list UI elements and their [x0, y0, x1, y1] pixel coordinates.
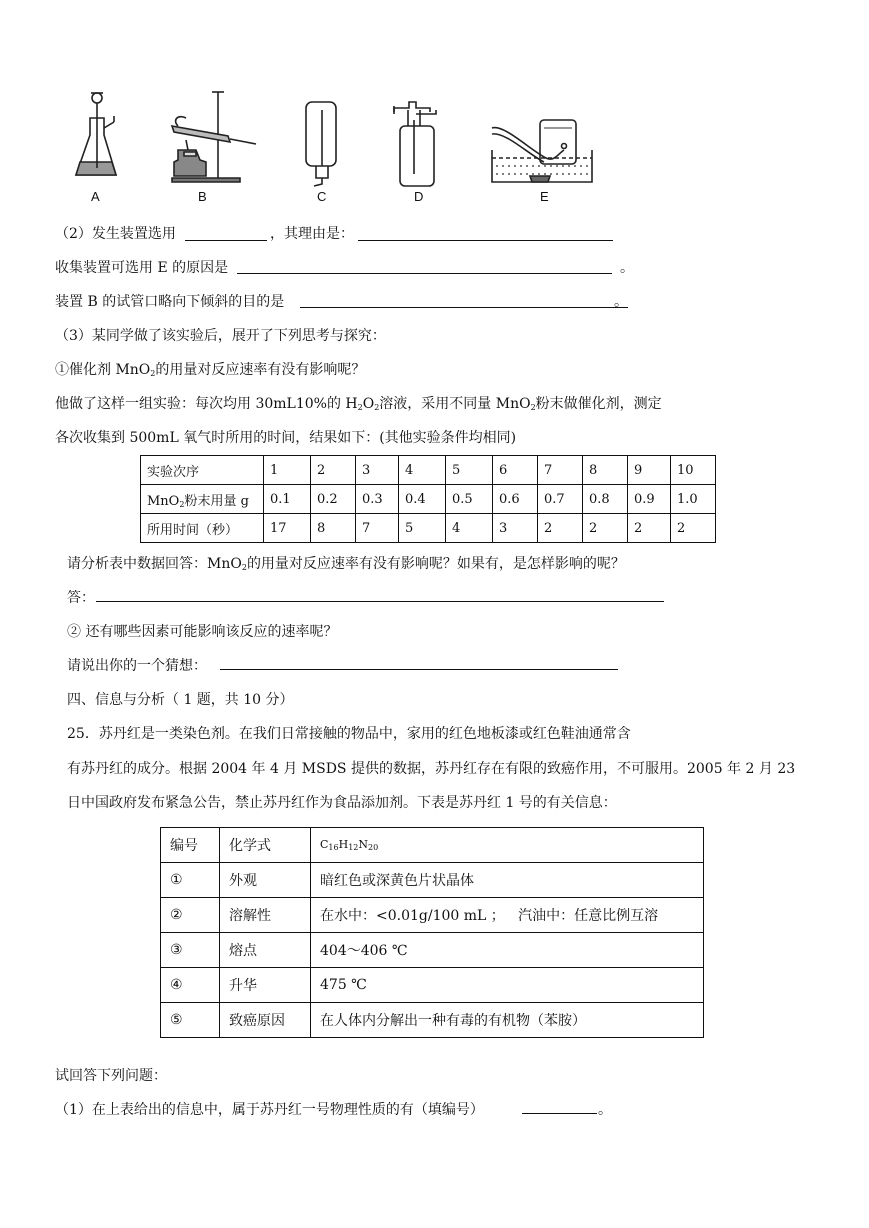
- formula-value: $C_{16}H_{12}N_{20}$: [311, 828, 704, 863]
- q2-blank-device[interactable]: [185, 240, 267, 241]
- table-row: [161, 933, 704, 968]
- order-cell: 2: [311, 456, 356, 485]
- time-cell: 5: [399, 514, 446, 543]
- experiment-table: [140, 455, 716, 543]
- apparatus-e-trough: [492, 120, 592, 182]
- order-cell: 9: [628, 456, 671, 485]
- table-row: [141, 485, 716, 514]
- table-row: [161, 898, 704, 933]
- questions-intro: 试回答下列问题：: [55, 1068, 167, 1084]
- apparatus-a-flask: [76, 93, 116, 175]
- apparatus-label-a: A: [91, 189, 100, 204]
- mass-cell: 0.6: [493, 485, 538, 514]
- header-number: 编号: [161, 828, 220, 863]
- order-cell: 8: [583, 456, 628, 485]
- sudan-red-table: [160, 827, 704, 1038]
- row-number: ④: [161, 968, 220, 1003]
- mass-cell: 0.5: [446, 485, 493, 514]
- mass-cell: 0.3: [356, 485, 399, 514]
- table-row: [161, 863, 704, 898]
- row-property: 致癌原因: [220, 1003, 311, 1038]
- mass-cell: 0.2: [311, 485, 356, 514]
- apparatus-label-e: E: [540, 189, 549, 204]
- q3-guess-label: 请说出你的一个猜想：: [67, 658, 207, 674]
- mass-cell: 0.9: [628, 485, 671, 514]
- row-value: 475 ℃: [311, 968, 704, 1003]
- time-cell: 17: [264, 514, 311, 543]
- q2-line2: 收集装置可选用 E 的原因是: [55, 260, 229, 276]
- time-cell: 2: [671, 514, 716, 543]
- order-cell: 3: [356, 456, 399, 485]
- q3-experiment-line2: 各次收集到 500mL 氧气时所用的时间，结果如下：(其他实验条件均相同): [55, 430, 517, 446]
- q2-line3-end: 。: [614, 294, 628, 310]
- table-row: [141, 514, 716, 543]
- q3-blank-answer[interactable]: [96, 601, 664, 602]
- q2-line1-reason: ，其理由是：: [270, 226, 354, 242]
- q3-intro: （3）某同学做了该实验后，展开了下列思考与探究：: [55, 328, 386, 344]
- order-cell: 1: [264, 456, 311, 485]
- header-formula: 化学式: [220, 828, 311, 863]
- q3-experiment-line1: 他做了这样一组实验：每次均用 30mL10%的 $H_2O_2$溶液，采用不同量 MnO$_2$粉末做催化剂，测定: [55, 396, 662, 412]
- row-value: 404～406 ℃: [311, 933, 704, 968]
- row-property: 溶解性: [220, 898, 311, 933]
- time-cell: 7: [356, 514, 399, 543]
- row-property: 升华: [220, 968, 311, 1003]
- row-property: 熔点: [220, 933, 311, 968]
- time-cell: 8: [311, 514, 356, 543]
- q25-paragraph-3: 日中国政府发布紧急公告，禁止苏丹红作为食品添加剂。下表是苏丹红 1 号的有关信息：: [67, 795, 617, 811]
- q2-blank-reason[interactable]: [358, 240, 613, 241]
- q3-ask: 请分析表中数据回答：MnO$_2$的用量对反应速率有没有影响呢？如果有，是怎样影响的呢？: [67, 556, 625, 572]
- q3-sub2: ② 还有哪些因素可能影响该反应的速率呢？: [67, 624, 338, 640]
- apparatus-label-d: D: [414, 189, 424, 204]
- question-1-end: 。: [598, 1102, 612, 1118]
- mass-cell: 0.8: [583, 485, 628, 514]
- q3-sub1: ①催化剂 MnO$_2$的用量对反应速率有没有影响呢？: [55, 362, 366, 378]
- table-row: [161, 968, 704, 1003]
- apparatus-label-b: B: [198, 189, 207, 204]
- time-cell: 2: [583, 514, 628, 543]
- row-value: 在水中：<0.01g/100 mL ； 汽油中：任意比例互溶: [311, 898, 704, 933]
- table-row: [141, 456, 716, 485]
- apparatus-c-bottle: [306, 102, 336, 186]
- q25-paragraph-2: 有苏丹红的成分。根据 2004 年 4 月 MSDS 提供的数据，苏丹红存在有限的致癌作用，不可服用。2005 年 2 月 23: [67, 761, 796, 777]
- q2-line2-end: 。: [620, 260, 634, 276]
- q2-line1-prefix: （2）发生装置选用: [55, 226, 176, 242]
- row-number: ②: [161, 898, 220, 933]
- section-heading: 四、信息与分析（ 1 题，共 10 分）: [67, 692, 294, 708]
- q2-line3: 装置 B 的试管口略向下倾斜的目的是: [55, 294, 285, 310]
- order-cell: 4: [399, 456, 446, 485]
- time-cell: 3: [493, 514, 538, 543]
- row-property: 外观: [220, 863, 311, 898]
- row-number: ①: [161, 863, 220, 898]
- row-number: ③: [161, 933, 220, 968]
- apparatus-d-bottle: [394, 102, 436, 186]
- table-row: [161, 828, 704, 863]
- question-1-blank[interactable]: [522, 1113, 597, 1114]
- mass-cell: 0.1: [264, 485, 311, 514]
- time-cell: 4: [446, 514, 493, 543]
- mass-cell: 0.7: [538, 485, 583, 514]
- time-cell: 2: [628, 514, 671, 543]
- mass-cell: 0.4: [399, 485, 446, 514]
- q3-blank-guess[interactable]: [220, 669, 618, 670]
- order-cell: 7: [538, 456, 583, 485]
- time-cell: 2: [538, 514, 583, 543]
- row-label-mass: MnO$_2$粉末用量 g: [141, 485, 264, 514]
- order-cell: 5: [446, 456, 493, 485]
- question-1: （1）在上表给出的信息中，属于苏丹红一号物理性质的有（填编号）: [55, 1102, 484, 1118]
- row-number: ⑤: [161, 1003, 220, 1038]
- row-value: 在人体内分解出一种有毒的有机物（苯胺）: [311, 1003, 704, 1038]
- q3-answer-label: 答：: [67, 590, 95, 606]
- q2-blank-tilt[interactable]: [300, 307, 628, 308]
- apparatus-label-c: C: [317, 189, 327, 204]
- order-cell: 10: [671, 456, 716, 485]
- order-cell: 6: [493, 456, 538, 485]
- row-label-order: 实验次序: [141, 456, 264, 485]
- q2-blank-collect[interactable]: [237, 273, 612, 274]
- mass-cell: 1.0: [671, 485, 716, 514]
- apparatus-figure: [60, 80, 620, 210]
- apparatus-b-heated-tube: [172, 92, 256, 182]
- q25-paragraph-1: 25．苏丹红是一类染色剂。在我们日常接触的物品中，家用的红色地板漆或红色鞋油通常含: [67, 726, 631, 742]
- row-label-time: 所用时间（秒）: [141, 514, 264, 543]
- row-value: 暗红色或深黄色片状晶体: [311, 863, 704, 898]
- table-row: [161, 1003, 704, 1038]
